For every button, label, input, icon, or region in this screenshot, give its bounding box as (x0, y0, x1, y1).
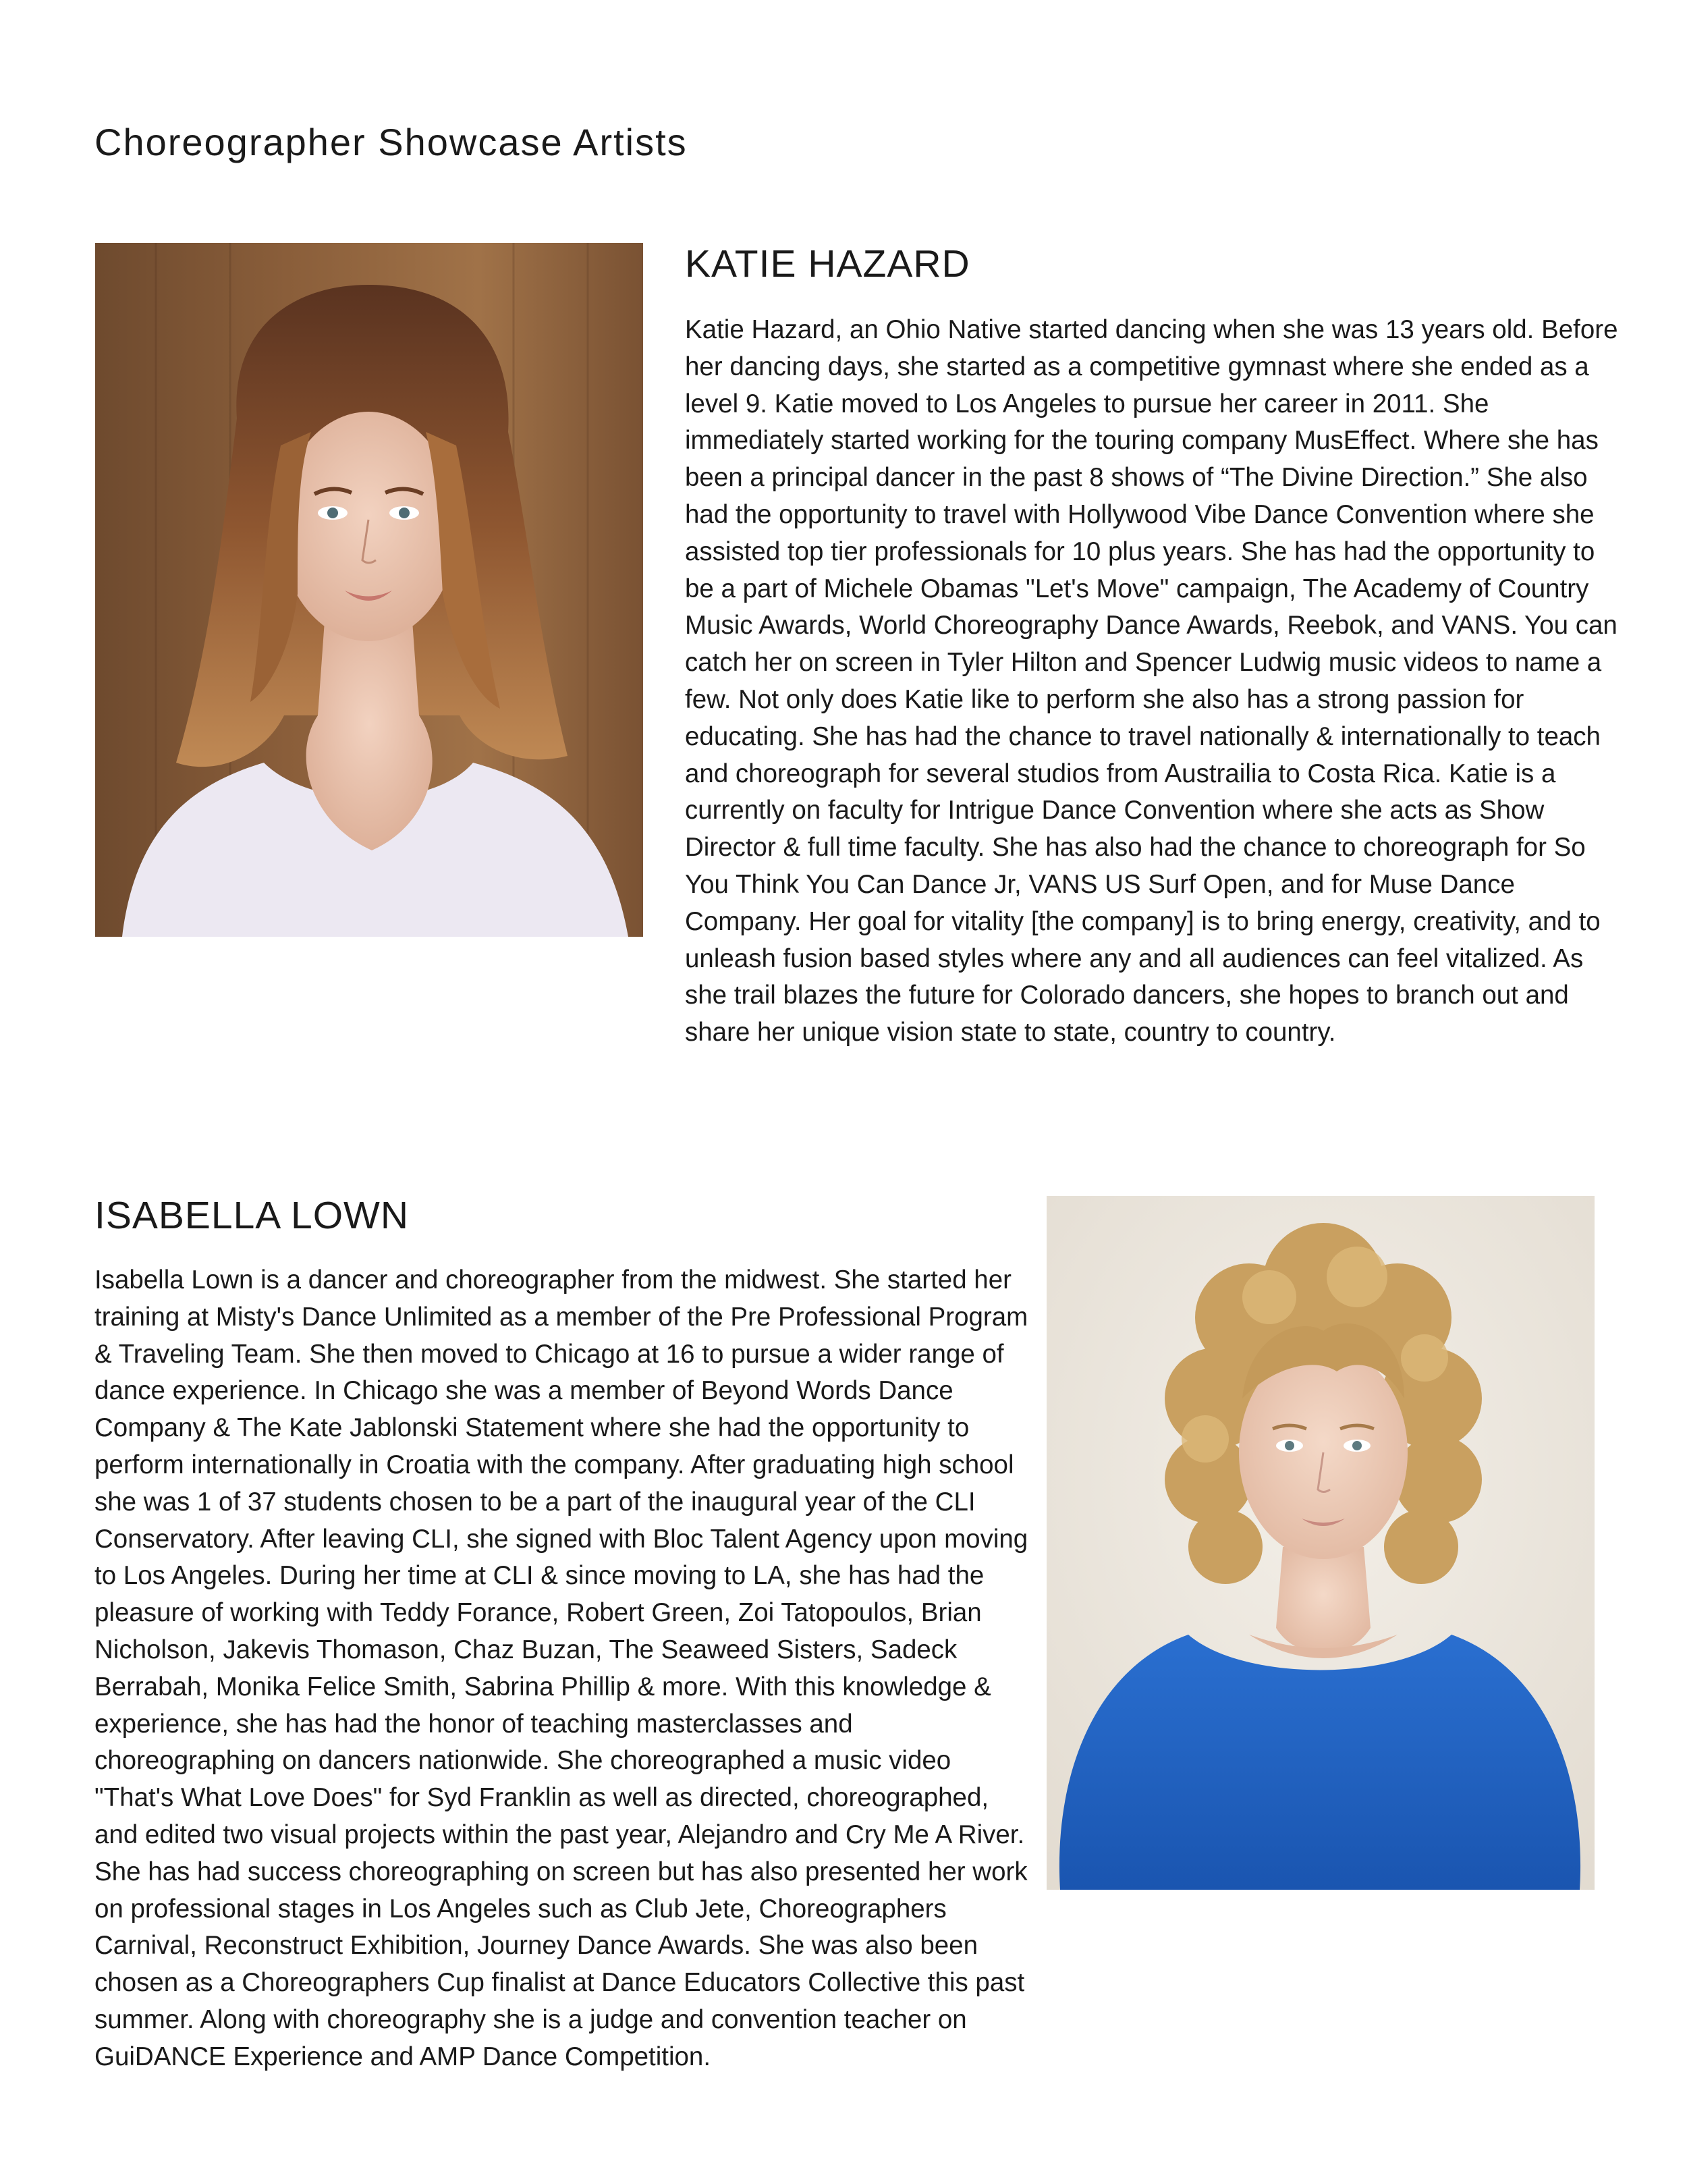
artist-name: KATIE HAZARD (685, 242, 970, 285)
artist-photo-isabella-lown (1047, 1196, 1595, 1890)
portrait-illustration (95, 243, 643, 937)
portrait-illustration (1047, 1196, 1595, 1890)
page-title: Choreographer Showcase Artists (94, 121, 688, 163)
artist-photo-katie-hazard (95, 243, 643, 937)
artist-bio: Katie Hazard, an Ohio Native started dancing when she was 13 years old. Before her dancing days, she started as a competitive gymnast where she ended as a level 9. Katie moved to Los Angeles to pursue her career in 2011. She immediately started working for the touring company MusEffect. Where she has been a principal dancer in the past 8 shows of “The Divine Direction.” She also had the opportunity to travel with Hollywood Vibe Dance Convention where she assisted top tier professionals for 10 plus years. She has had the opportunity to be a part of Michele Obamas "Let's Move" campaign, The Academy of Country Music Awards, World Choreography Dance Awards, Reebok, and VANS. You can catch her on screen in Tyler Hilton and Spencer Ludwig music videos to name a few. Not only does Katie like to perform she also has a strong passion for educating. She has had the chance to travel nationally & internationally to teach and choreograph for several studios from Austrailia to Costa Rica. Katie is a currently on faculty for Intrigue Dance Convention where she acts as Show Director & full time faculty. She has also had the chance to choreograph for So You Think You Can Dance Jr, VANS US Surf Open, and for Muse Dance Company. Her goal for vitality [the company] is to bring energy, creativity, and to unleash fusion based styles where any and all audiences can feel vitalized. As she trail blazes the future for Colorado dancers, she hopes to branch out and share her unique vision state to state, country to country. (685, 315, 1618, 1047)
artist-bio: Isabella Lown is a dancer and choreographer from the midwest. She started her training at Misty's Dance Unlimited as a member of the Pre Professional Program & Traveling Team. She then moved to Chicago at 16 to pursue a wider range of dance experience. In Chicago she was a member of Beyond Words Dance Company & The Kate Jablonski Statement where she had the opportunity to perform internationally in Croatia with the company. After graduating high school she was 1 of 37 students chosen to be a part of the inaugural year of the CLI Conservatory. After leaving CLI, she signed with Bloc Talent Agency upon moving to Los Angeles. During her time at CLI & since moving to LA, she has had the pleasure of working with Teddy Forance, Robert Green, Zoi Tatopoulos, Brian Nicholson, Jakevis Thomason, Chaz Buzan, The Seaweed Sisters, Sadeck Berrabah, Monika Felice Smith, Sabrina Phillip & more. With this knowledge & experience, she has had the honor of teaching masterclasses and choreographing on dancers nationwide. She choreographed a music video "That's What Love Does" for Syd Franklin as well as directed, choreographed, and edited two visual projects within the past year, Alejandro and Cry Me A River. She has had success choreographing on screen but has also presented her work on professional stages in Los Angeles such as Club Jete, Choreographers Carnival, Reconstruct Exhibition, Journey Dance Awards. She was also been chosen as a Choreographers Cup finalist at Dance Educators Collective this past summer. Along with choreography she is a judge and convention teacher on GuiDANCE Experience and AMP Dance Competition. (94, 1265, 1028, 2071)
artist-name: ISABELLA LOWN (94, 1194, 410, 1237)
